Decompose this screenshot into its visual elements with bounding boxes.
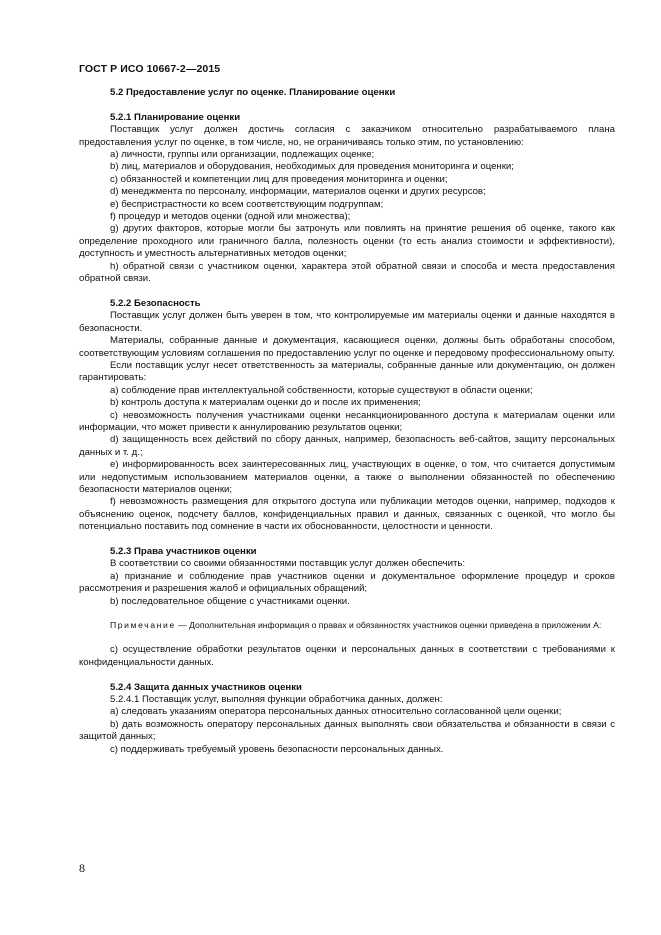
list-item: a) личности, группы или организации, подлежащих оценке; [110,149,375,161]
list-item: b) контроль доступа к материалам оценки до и после их применения; [110,397,421,409]
section-heading-5-2-1: 5.2.1 Планирование оценки [110,111,241,123]
list-item: d) менеджмента по персоналу, информации, материалов оценки и других ресурсов; [110,186,486,198]
list-item: f) невозможность размещения для открытого доступа или публикации методов оценки, например, подходов к объяснению оценок, подсчету баллов, конфиденциальных правил и данных, связанных с оценкой, что могло бы потенциально поставить под сомнение в части их обоснованности, целостности и ценности. [79,496,615,533]
section-heading-5-2-4: 5.2.4 Защита данных участников оценки [110,681,302,693]
list-item: b) последовательное общение с участниками оценки. [110,595,350,607]
paragraph: Поставщик услуг должен быть уверен в том, что контролируемые им материалы оценки и данные находятся в безопасности. [79,310,615,334]
paragraph: Материалы, собранные данные и документация, касающиеся оценки, должны быть обработаны способом, соответствующим условиям соглашения по предоставлению услуг по оценке и передовому профессиональному опыту. [79,335,615,359]
document-header: ГОСТ Р ИСО 10667-2—2015 [79,63,221,75]
list-item: g) других факторов, которые могли бы затронуть или повлиять на принятие решения об оценке, такого как определение проходного или граничного балла, полезность оценки (то есть анализ стоимости и эффективности), доступность и уместность альтернативных методов оценки; [79,223,615,260]
page-number: 8 [79,861,85,875]
paragraph: 5.2.4.1 Поставщик услуг, выполняя функции обработчика данных, должен: [110,693,443,705]
list-item: c) осуществление обработки результатов оценки и персональных данных в соответствии с требованиями к конфиденциальности данных. [79,644,615,668]
list-item: c) невозможность получения участниками оценки несанкционированного доступа к материалам оценки или информации, что может привести к аннулированию результатов оценки; [79,409,615,433]
paragraph: В соответствии со своими обязанностями поставщик услуг должен обеспечить: [110,558,466,570]
list-item: c) обязанностей и компетенции лиц для проведения мониторинга и оценки; [110,173,448,185]
paragraph: Если поставщик услуг несет ответственность за материалы, собранные данные или документацию, он должен гарантировать: [79,359,615,384]
list-item: b) дать возможность оператору персональных данных выполнять свои обязательства и обязанности в связи с защитой данных; [79,718,615,743]
note [79,620,615,632]
list-item: a) следовать указаниям оператора персональных данных относительно согласованной цели оценки; [110,706,562,718]
note-text: — Дополнительная информация о правах и обязанностях участников оценки приведена в приложении А: [175,620,602,631]
list-item: b) лиц, материалов и оборудования, необходимых для проведения мониторинга и оценки; [110,161,514,173]
list-item: a) признание и соблюдение прав участников оценки и документальное оформление процедур и сроков рассмотрения и разрешения жалоб и официальных обращений; [79,570,615,595]
section-heading-5-2: 5.2 Предоставление услуг по оценке. Планирование оценки [110,87,396,98]
paragraph: Поставщик услуг должен достичь согласия с заказчиком относительно разрабатываемого плана предоставления услуг по оценке, в том числе, но, не ограничиваясь только этим, по установлению: [79,124,615,148]
list-item: f) процедур и методов оценки (одной или множества); [110,211,351,223]
list-item: e) информированность всех заинтересованных лиц, участвующих в оценке, о том, что считается допустимым или недопустимым использованием материалов оценки, а также о выполнении обязанностей по обеспечению безопасности материалов оценки; [79,459,615,495]
section-heading-5-2-2: 5.2.2 Безопасность [110,297,201,309]
document-body [79,87,615,756]
note-label: Примечание [110,620,176,631]
list-item: d) защищенность всех действий по сбору данных, например, безопасность веб-сайтов, защиту персональных данных и т. д.; [79,434,615,458]
list-item: h) обратной связи с участником оценки, характера этой обратной связи и способа и места предоставления обратной связи. [79,260,615,285]
list-item: c) поддерживать требуемый уровень безопасности персональных данных. [110,743,444,755]
list-item: e) беспристрастности ко всем соответствующим подгруппам; [110,198,384,210]
section-heading-5-2-3: 5.2.3 Права участников оценки [110,545,257,557]
list-item: a) соблюдение прав интеллектуальной собственности, которые существуют в области оценки; [110,384,533,396]
